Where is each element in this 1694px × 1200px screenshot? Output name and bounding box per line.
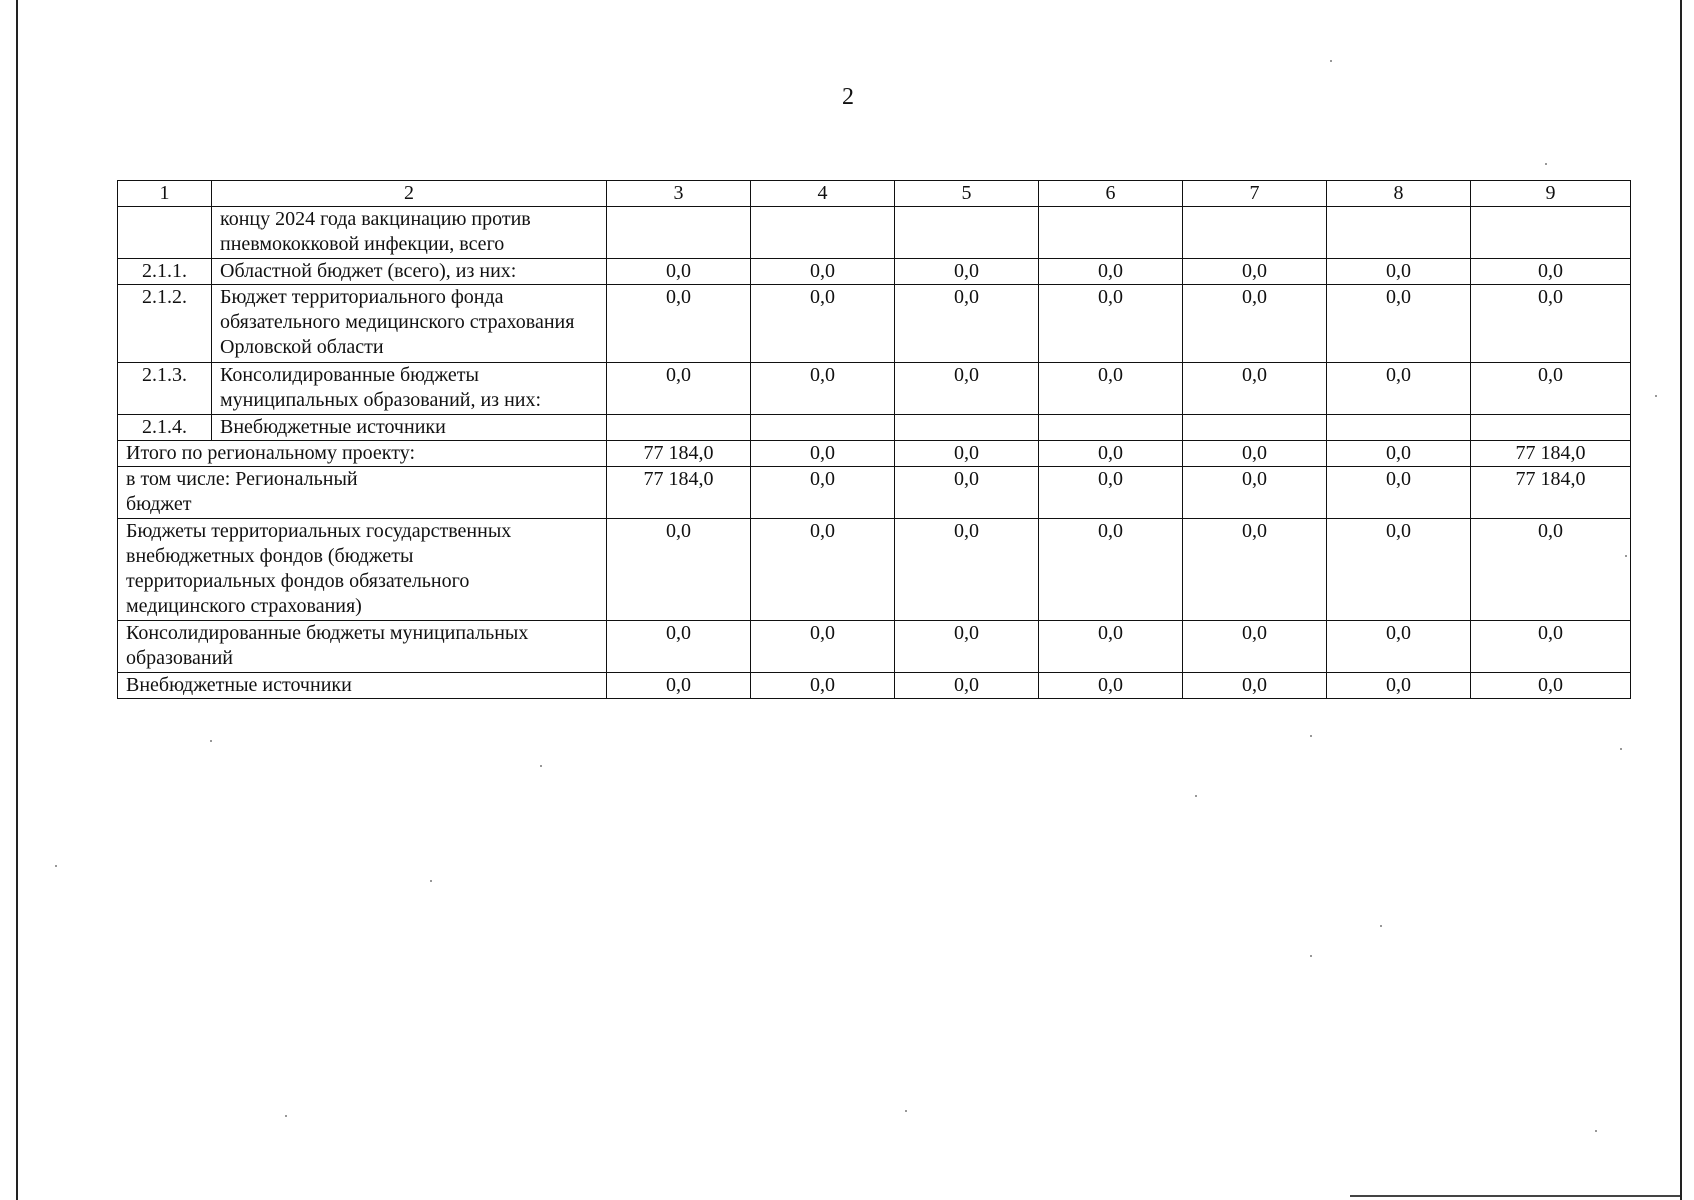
row-value — [607, 207, 751, 259]
row-value: 0,0 — [895, 363, 1039, 415]
row-value: 0,0 — [607, 259, 751, 285]
row-value: 0,0 — [1327, 285, 1471, 363]
summary-value: 0,0 — [895, 673, 1039, 699]
column-header: 8 — [1327, 181, 1471, 207]
summary-value: 0,0 — [607, 621, 751, 673]
table-row — [118, 415, 1631, 441]
row-number: 2.1.1. — [118, 259, 212, 285]
row-value — [895, 207, 1039, 259]
summary-value: 0,0 — [1327, 467, 1471, 519]
summary-name: Бюджеты территориальных государственных внебюджетных фондов (бюджеты территориальных фондов обязательного медицинского страхования) — [118, 519, 607, 621]
summary-value: 0,0 — [895, 467, 1039, 519]
summary-value: 0,0 — [1327, 519, 1471, 621]
column-header: 7 — [1183, 181, 1327, 207]
summary-value: 77 184,0 — [607, 467, 751, 519]
summary-name: Итого по региональному проекту: — [118, 441, 607, 467]
summary-value: 77 184,0 — [607, 441, 751, 467]
summary-value: 0,0 — [1183, 519, 1327, 621]
summary-value: 0,0 — [895, 519, 1039, 621]
summary-name: Внебюджетные источники — [118, 673, 607, 699]
summary-value: 0,0 — [1183, 621, 1327, 673]
summary-value: 0,0 — [1039, 467, 1183, 519]
summary-row — [118, 519, 1631, 621]
summary-value: 77 184,0 — [1471, 467, 1631, 519]
row-name: концу 2024 года вакцинацию против пневмококковой инфекции, всего — [212, 207, 607, 259]
summary-value: 0,0 — [1183, 673, 1327, 699]
row-value: 0,0 — [1327, 363, 1471, 415]
summary-value: 0,0 — [751, 621, 895, 673]
row-value: 0,0 — [751, 259, 895, 285]
row-value — [751, 207, 895, 259]
summary-row — [118, 673, 1631, 699]
summary-value: 0,0 — [751, 519, 895, 621]
column-header: 4 — [751, 181, 895, 207]
summary-value: 0,0 — [1327, 673, 1471, 699]
row-value: 0,0 — [607, 363, 751, 415]
table-row — [118, 259, 1631, 285]
row-number: 2.1.4. — [118, 415, 212, 441]
column-header: 5 — [895, 181, 1039, 207]
summary-value: 77 184,0 — [1471, 441, 1631, 467]
row-value: 0,0 — [751, 285, 895, 363]
row-number: 2.1.3. — [118, 363, 212, 415]
summary-value: 0,0 — [1183, 467, 1327, 519]
summary-value: 0,0 — [1471, 621, 1631, 673]
row-value — [1039, 207, 1183, 259]
row-value — [895, 415, 1039, 441]
row-value: 0,0 — [1471, 363, 1631, 415]
page-border-bottom — [1350, 1195, 1680, 1197]
row-number: 2.1.2. — [118, 285, 212, 363]
row-value: 0,0 — [1183, 259, 1327, 285]
summary-value: 0,0 — [1039, 519, 1183, 621]
summary-value: 0,0 — [1039, 673, 1183, 699]
row-value: 0,0 — [1039, 363, 1183, 415]
page-number: 2 — [842, 84, 854, 110]
summary-value: 0,0 — [751, 441, 895, 467]
summary-row — [118, 467, 1631, 519]
row-value — [1471, 415, 1631, 441]
row-value — [751, 415, 895, 441]
summary-value: 0,0 — [1327, 441, 1471, 467]
column-header: 6 — [1039, 181, 1183, 207]
row-value: 0,0 — [751, 363, 895, 415]
row-value — [1183, 207, 1327, 259]
column-header: 9 — [1471, 181, 1631, 207]
summary-row — [118, 621, 1631, 673]
table-header-row — [118, 181, 1631, 207]
summary-value: 0,0 — [1183, 441, 1327, 467]
column-header: 3 — [607, 181, 751, 207]
summary-value: 0,0 — [607, 673, 751, 699]
column-header: 2 — [212, 181, 607, 207]
row-value: 0,0 — [1471, 259, 1631, 285]
summary-name: в том числе: Региональный бюджет — [118, 467, 607, 519]
summary-value: 0,0 — [1471, 673, 1631, 699]
summary-value: 0,0 — [1039, 621, 1183, 673]
row-name: Бюджет территориального фонда обязательного медицинского страхования Орловской области — [212, 285, 607, 363]
summary-value: 0,0 — [895, 621, 1039, 673]
row-value — [1327, 207, 1471, 259]
row-value: 0,0 — [1183, 285, 1327, 363]
row-value: 0,0 — [1039, 285, 1183, 363]
row-name: Областной бюджет (всего), из них: — [212, 259, 607, 285]
row-name: Консолидированные бюджеты муниципальных образований, из них: — [212, 363, 607, 415]
summary-value: 0,0 — [1471, 519, 1631, 621]
row-value — [1183, 415, 1327, 441]
summary-value: 0,0 — [751, 467, 895, 519]
row-value: 0,0 — [1039, 259, 1183, 285]
row-value: 0,0 — [895, 285, 1039, 363]
summary-value: 0,0 — [607, 519, 751, 621]
budget-table — [117, 180, 1631, 699]
row-value: 0,0 — [1183, 363, 1327, 415]
row-value: 0,0 — [1471, 285, 1631, 363]
row-value — [1327, 415, 1471, 441]
table-row — [118, 285, 1631, 363]
summary-value: 0,0 — [1039, 441, 1183, 467]
column-header: 1 — [118, 181, 212, 207]
row-value: 0,0 — [895, 259, 1039, 285]
row-value: 0,0 — [1327, 259, 1471, 285]
row-value — [1039, 415, 1183, 441]
summary-name: Консолидированные бюджеты муниципальных образований — [118, 621, 607, 673]
row-value — [607, 415, 751, 441]
page-border-right — [1680, 0, 1682, 1200]
summary-value: 0,0 — [751, 673, 895, 699]
row-value: 0,0 — [607, 285, 751, 363]
summary-value: 0,0 — [895, 441, 1039, 467]
row-name: Внебюджетные источники — [212, 415, 607, 441]
summary-row — [118, 441, 1631, 467]
table-row — [118, 363, 1631, 415]
table-row — [118, 207, 1631, 259]
row-number — [118, 207, 212, 259]
summary-value: 0,0 — [1327, 621, 1471, 673]
page-border-left — [16, 0, 18, 1200]
row-value — [1471, 207, 1631, 259]
